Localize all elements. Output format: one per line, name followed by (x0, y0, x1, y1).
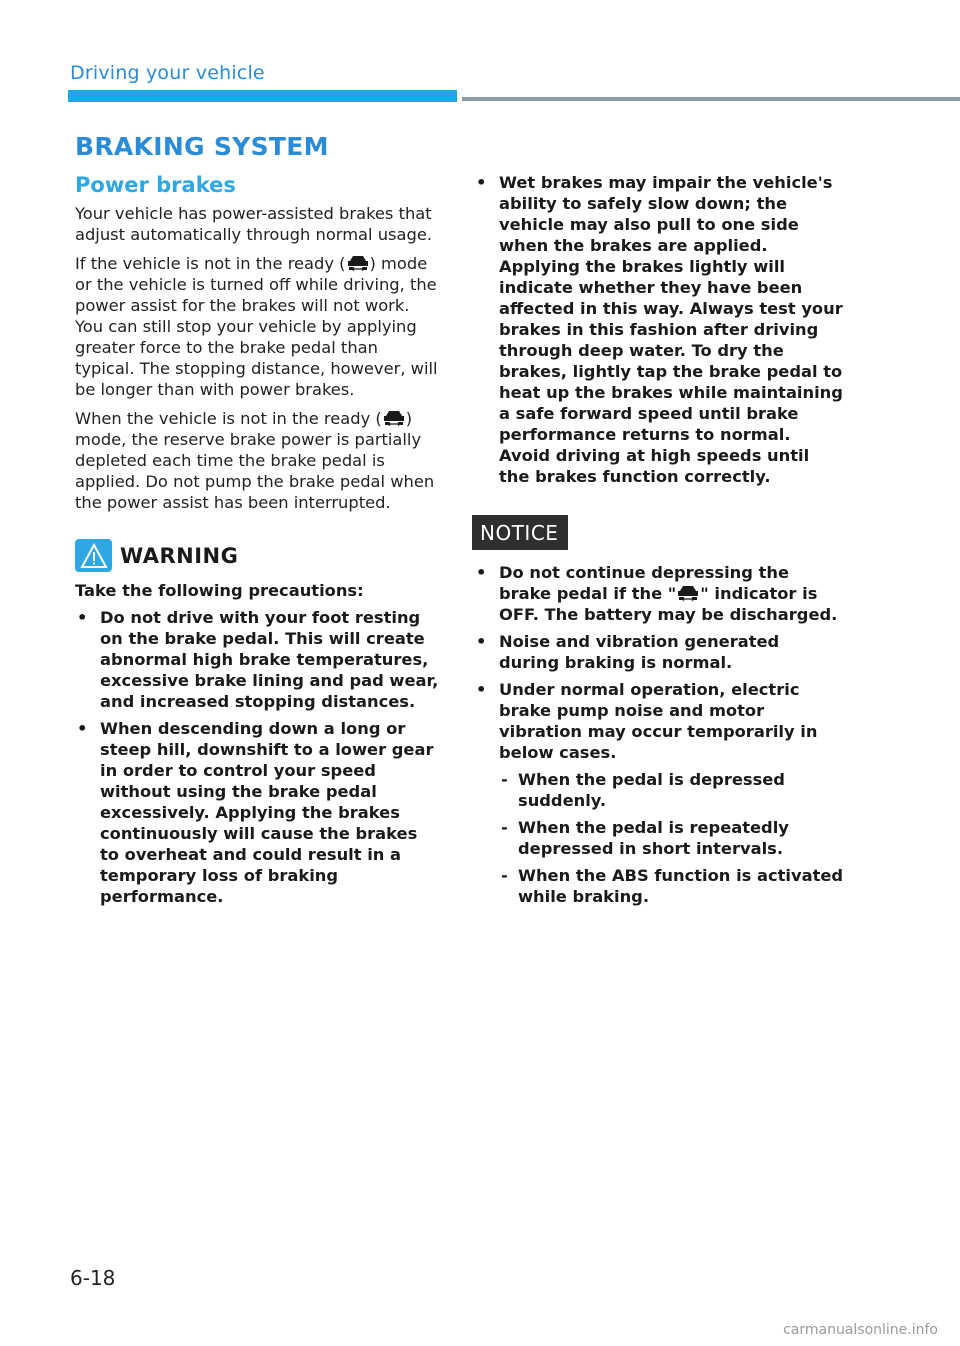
dash: - (501, 818, 508, 837)
dash: - (501, 770, 508, 789)
ready-car-icon (382, 409, 406, 427)
bullet: • (77, 608, 88, 627)
warning-item (474, 172, 844, 487)
header-rule-gray (462, 97, 960, 101)
bullet: • (476, 680, 487, 699)
right-column (474, 172, 844, 913)
warning-item-text: Do not drive with your foot resting on the brake pedal. This will create abnormal high brake temperatures, excessive brake lining and pad wear, and increased stopping distances. (100, 608, 439, 711)
notice-item-text: Noise and vibration generated during braking is normal. (499, 632, 780, 672)
header-title: Driving your vehicle (70, 62, 265, 84)
reserve-power-text-b: ) mode, the reserve brake power is partially depleted each time the brake pedal is applied. Do not pump the brake pedal when the power assist has been interrupted. (75, 409, 435, 512)
bullet: • (476, 563, 487, 582)
ready-car-icon (676, 584, 700, 602)
notice-item-text-a: Do not continue depressing the brake pedal if the " (499, 563, 789, 603)
notice-subitem (499, 769, 844, 811)
warning-header (75, 539, 440, 572)
notice-subitem-text: When the pedal is depressed suddenly. (518, 770, 785, 810)
notice-subitem (499, 817, 844, 859)
warning-item-text: Wet brakes may impair the vehicle's ability to safely slow down; the vehicle may also pull to one side when the brakes are applied. Applying the brakes lightly will indicate whether they have been affected in this way. Always test your brakes in this fashion after driving through deep water. To dry the brakes, lightly tap the brake pedal to heat up the brakes while maintaining a safe forward speed until brake performance returns to normal. Avoid driving at high speeds until the brakes function correctly. (499, 173, 843, 486)
warning-list (75, 607, 440, 907)
ready-mode-text-a: If the vehicle is not in the ready ( (75, 254, 346, 273)
bullet: • (476, 632, 487, 651)
section-title: BRAKING SYSTEM (75, 132, 329, 161)
notice-list (474, 562, 844, 907)
notice-item-text-b: " indicator is OFF. The battery may be discharged. (499, 584, 838, 624)
notice-item (474, 562, 844, 625)
warning-label: WARNING (120, 543, 239, 568)
warning-item-text: When descending down a long or steep hill, downshift to a lower gear in order to control your speed without using the brake pedal excessively. Applying the brakes continuously will cause the brakes to overheat and could result in a temporary loss of braking performance. (100, 719, 434, 906)
notice-item (474, 679, 844, 907)
warning-triangle-icon (75, 539, 112, 572)
ready-car-icon (346, 254, 370, 272)
bullet: • (77, 719, 88, 738)
watermark: carmanualsonline.info (783, 1322, 938, 1338)
notice-subitem-text: When the ABS function is activated while braking. (518, 866, 844, 906)
warning-lead: Take the following precautions: (75, 581, 364, 600)
reserve-power-paragraph (75, 408, 440, 513)
dash: - (501, 866, 508, 885)
notice-item-text: Under normal operation, electric brake pump noise and motor vibration may occur temporarily in below cases. (499, 680, 818, 762)
page-number: 6-18 (70, 1266, 116, 1290)
subsection-title: Power brakes (75, 173, 236, 197)
left-column (75, 132, 440, 913)
notice-subitem-text: When the pedal is repeatedly depressed in short intervals. (518, 818, 789, 858)
warning-list-continued (474, 172, 844, 487)
warning-item (75, 718, 440, 907)
header-rule-blue (68, 90, 457, 102)
notice-badge: NOTICE (472, 515, 568, 550)
notice-subitem (499, 865, 844, 907)
intro-paragraph: Your vehicle has power-assisted brakes that adjust automatically through normal usage. (75, 204, 433, 244)
notice-sublist (499, 769, 844, 907)
warning-item (75, 607, 440, 712)
bullet: • (476, 173, 487, 192)
ready-mode-text-b: ) mode or the vehicle is turned off while driving, the power assist for the brakes will not work. You can still stop your vehicle by applying greater force to the brake pedal than typical. The stopping distance, however, will be longer than with power brakes. (75, 254, 438, 399)
notice-item (474, 631, 844, 673)
ready-mode-paragraph (75, 253, 440, 400)
reserve-power-text-a: When the vehicle is not in the ready ( (75, 409, 382, 428)
